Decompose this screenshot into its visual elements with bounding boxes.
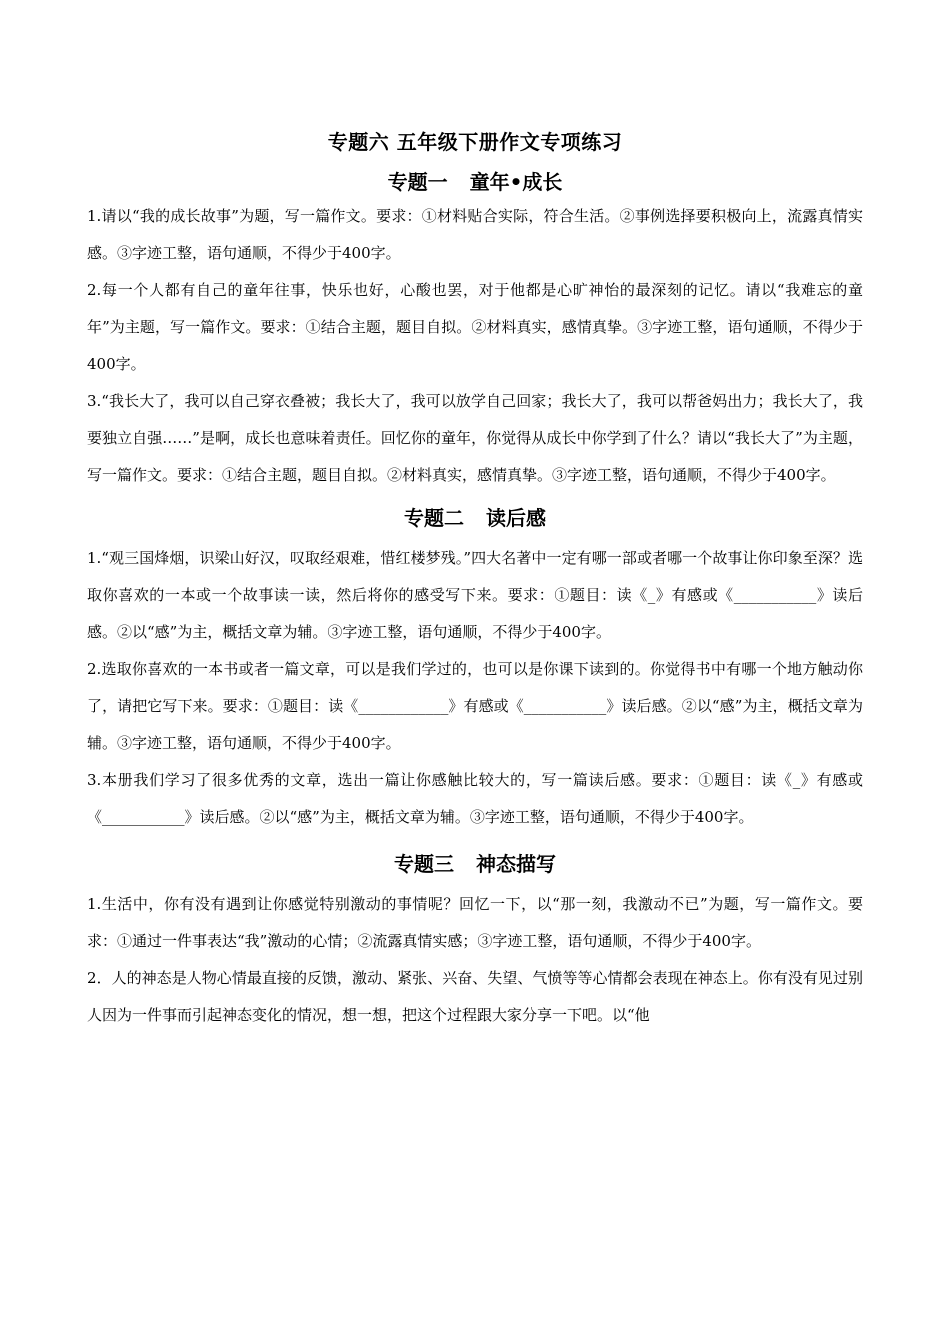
section-topic: 神态描写 [476, 852, 556, 876]
question-item: 1.“观三国烽烟，识梁山好汉，叹取经艰难，惜红楼梦残。”四大名著中一定有哪一部或者哪一个故事让你印象至深？选取你喜欢的一本或一个故事读一读，然后将你的感受写下来。要求：①题目：读《_》有感或《___________》读后感。②以“感”为主，概括文章为辅。③字迹工整，语句通顺，不得少于400字。 [87, 549, 863, 641]
document-page [87, 128, 863, 1034]
section-heading [87, 504, 863, 532]
section-3 [87, 850, 863, 1034]
section-heading [87, 168, 863, 196]
section-1 [87, 168, 863, 494]
question-item: 2.每一个人都有自己的童年往事，快乐也好，心酸也罢，对于他都是心旷神怡的最深刻的记忆。请以“我难忘的童年”为主题，写一篇作文。要求：①结合主题，题目自拟。②材料真实，感情真挚。③字迹工整，语句通顺，不得少于400字。 [87, 281, 863, 373]
question-item: 1.请以“我的成长故事”为题，写一篇作文。要求：①材料贴合实际，符合生活。②事例选择要积极向上，流露真情实感。③字迹工整，语句通顺，不得少于400字。 [87, 207, 863, 262]
document-title: 专题六 五年级下册作文专项练习 [327, 130, 623, 154]
section-number: 专题二 [404, 506, 464, 530]
question-item: 1.生活中，你有没有遇到让你感觉特别激动的事情呢？回忆一下，以“那一刻，我激动不已”为题，写一篇作文。要求：①通过一件事表达“我”激动的心情；②流露真情实感；③字迹工整，语句通顺，不得少于400字。 [87, 895, 863, 950]
question-item: 2．人的神态是人物心情最直接的反馈，激动、紧张、兴奋、失望、气愤等等心情都会表现在神态上。你有没有见过别人因为一件事而引起神态变化的情况，想一想，把这个过程跟大家分享一下吧。以“他 [87, 969, 863, 1024]
question-item: 3.“我长大了，我可以自己穿衣叠被；我长大了，我可以放学自己回家；我长大了，我可以帮爸妈出力；我长大了，我要独立自强……”是啊，成长也意味着责任。回忆你的童年，你觉得从成长中你学到了什么？请以“我长大了”为主题，写一篇作文。要求：①结合主题，题目自拟。②材料真实，感情真挚。③字迹工整，语句通顺，不得少于400字。 [87, 392, 863, 484]
question-item: 2.选取你喜欢的一本书或者一篇文章，可以是我们学过的，也可以是你课下读到的。你觉得书中有哪一个地方触动你了，请把它写下来。要求：①题目：读《____________》有感或《___________》读后感。②以“感”为主，概括文章为辅。③字迹工整，语句通顺，不得少于400字。 [87, 660, 863, 752]
section-topic: 读后感 [486, 506, 546, 530]
section-topic: 童年•成长 [469, 170, 563, 194]
question-item: 3.本册我们学习了很多优秀的文章，选出一篇让你感触比较大的，写一篇读后感。要求：①题目：读《_》有感或《___________》读后感。②以“感”为主，概括文章为辅。③字迹工整，语句通顺，不得少于400字。 [87, 771, 863, 826]
section-2 [87, 504, 863, 836]
section-number: 专题三 [394, 852, 454, 876]
section-heading [87, 850, 863, 878]
section-number: 专题一 [387, 170, 448, 194]
